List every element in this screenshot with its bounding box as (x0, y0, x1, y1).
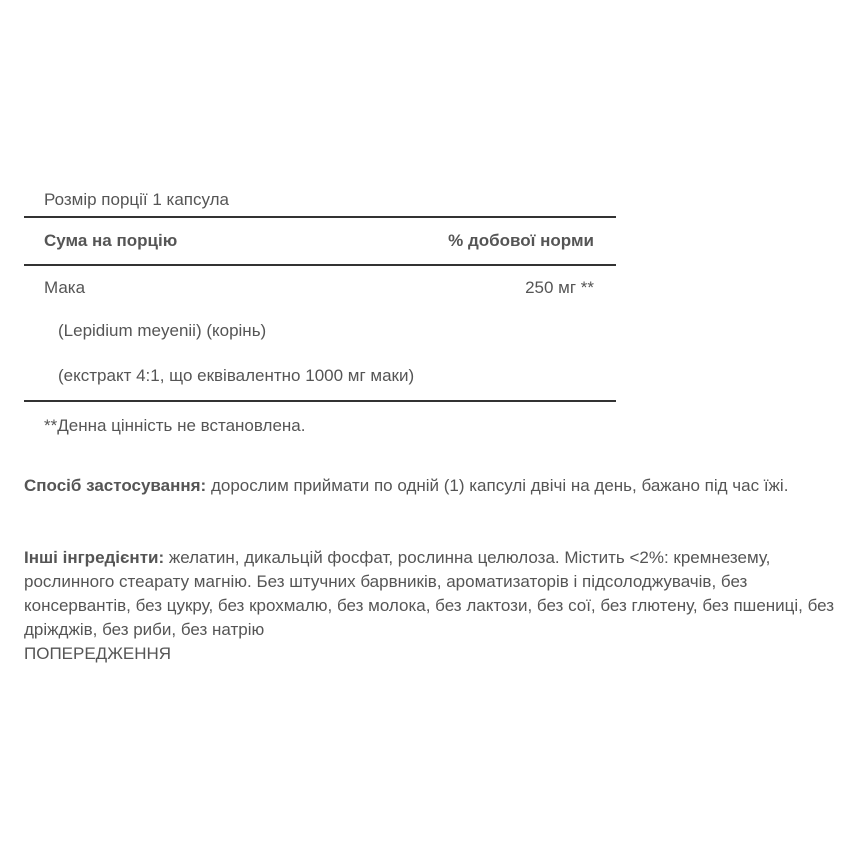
ingredient-detail-row (24, 352, 616, 402)
usage-label: Спосіб застосування: (24, 476, 207, 495)
other-ingredients-paragraph (24, 546, 844, 666)
ingredient-extract-info: (екстракт 4:1, що еквівалентно 1000 мг маки) (58, 366, 415, 385)
ingredient-row (24, 266, 616, 310)
ingredient-detail-row (24, 310, 616, 352)
usage-paragraph (24, 474, 844, 498)
ingredient-botanical-name: (Lepidium meyenii) (корінь) (58, 321, 267, 340)
table-header-row (24, 218, 616, 266)
daily-value-header: % добової норми (448, 231, 594, 250)
ingredients-label: Інші інгредієнти: (24, 548, 165, 567)
usage-text: дорослим приймати по одній (1) капсулі двічі на день, бажано під час їжі. (206, 476, 789, 495)
ingredient-amount: 250 мг ** (525, 278, 594, 297)
ingredients-text: желатин, дикальцій фосфат, рослинна целюлоза. Містить <2%: кремнезему, рослинного стеарату магнію. Без штучних барвників, ароматизаторів і підсолоджувачів, без консервантів, без цукру, без крохмалю, без молока, без лактози, без сої, без глютену, без пшениці, без дріжджів, без риби, без натрію (24, 548, 835, 639)
amount-per-serving-header: Сума на порцію (44, 231, 178, 250)
serving-size-row (24, 182, 616, 218)
footnote-text: **Денна цінність не встановлена. (44, 416, 306, 435)
footnote (24, 402, 616, 450)
ingredient-name: Мака (44, 278, 86, 297)
warning-text: ПОПЕРЕДЖЕННЯ (24, 644, 172, 663)
serving-size-text: Розмір порції 1 капсула (44, 190, 230, 209)
supplement-facts-table (24, 182, 616, 450)
